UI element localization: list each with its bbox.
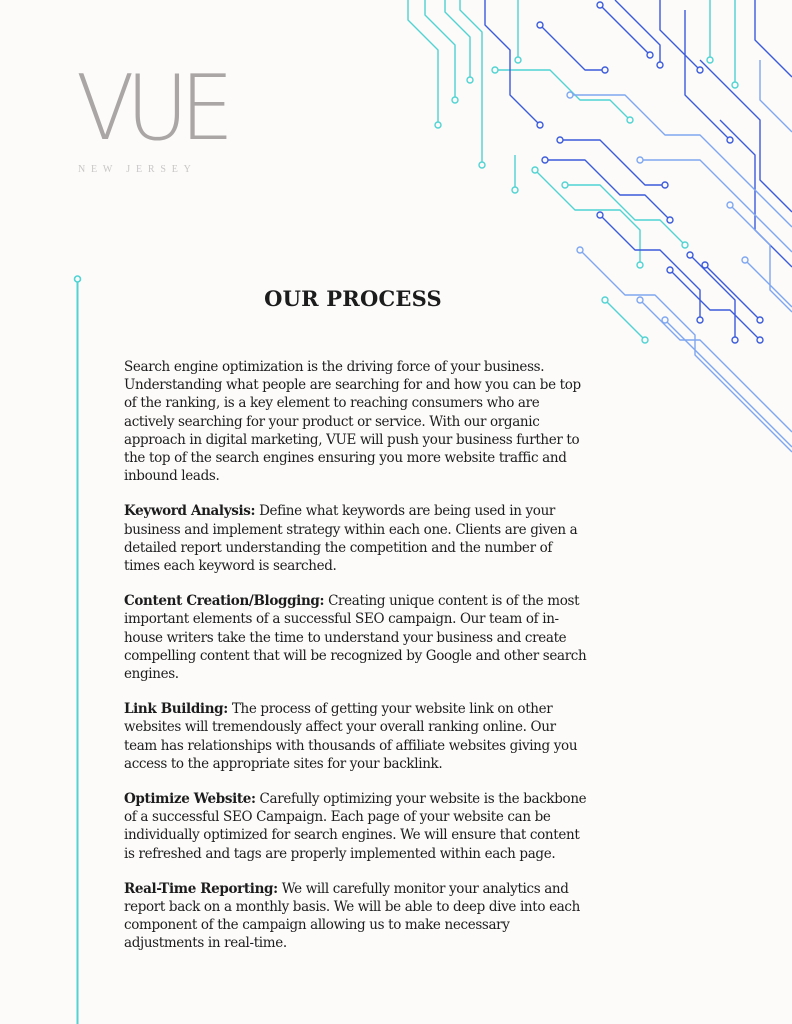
section-content-creation [124,592,590,683]
section-link-building [124,700,590,773]
section-body: The process of getting your website link on other websites will tremendously affect your overall ranking online. Our team has relationships with thousands of affiliate websites giving you access to the appropriate sites for your backlink. [124,701,578,772]
section-keyword-analysis [124,502,590,575]
section-body: We will carefully monitor your analytics and report back on a monthly basis. We will be able to deep dive into each component of the campaign allowing us to make necessary adjustments in real-time. [124,880,580,952]
section-body: Creating unique content is of the most important elements of a successful SEO campaign. Our team of in-house writers take the time to understand your business and create compelling content that will be recognized by Google and other search engines. [124,593,587,683]
section-heading: Content Creation/Blogging: [124,593,325,610]
section-heading: Keyword Analysis: [124,503,256,520]
page-title: OUR PROCESS [264,286,442,311]
logo-mark: VUE [76,56,226,161]
section-optimize-website [124,790,590,863]
logo-subtitle: NEW JERSEY [78,164,197,175]
section-real-time-reporting [124,880,590,953]
section-body: Define what keywords are being used in your business and implement strategy within each one. Clients are given a detailed report understanding the competition and the number of times each keyword is searched. [124,503,578,575]
content-body [124,358,590,970]
logo [76,56,246,178]
section-heading: Link Building: [124,701,228,718]
section-heading: Real-Time Reporting: [124,880,278,897]
section-heading: Optimize Website: [124,791,256,808]
side-line-decoration [73,274,83,1024]
section-body: Carefully optimizing your website is the backbone of a successful SEO Campaign. Each page of your website can be individually optimized for search engines. We will ensure that content is refreshed and tags are properly implemented within each page. [124,791,587,862]
intro-paragraph: Search engine optimization is the driving force of your business. Understanding what people are searching for and how you can be top of the ranking, is a key element to reaching consumers who are actively searching for your product or service. With our organic approach in digital marketing, VUE will push your business further to the top of the search engines ensuring you more website traffic and inbound leads. [124,359,581,485]
